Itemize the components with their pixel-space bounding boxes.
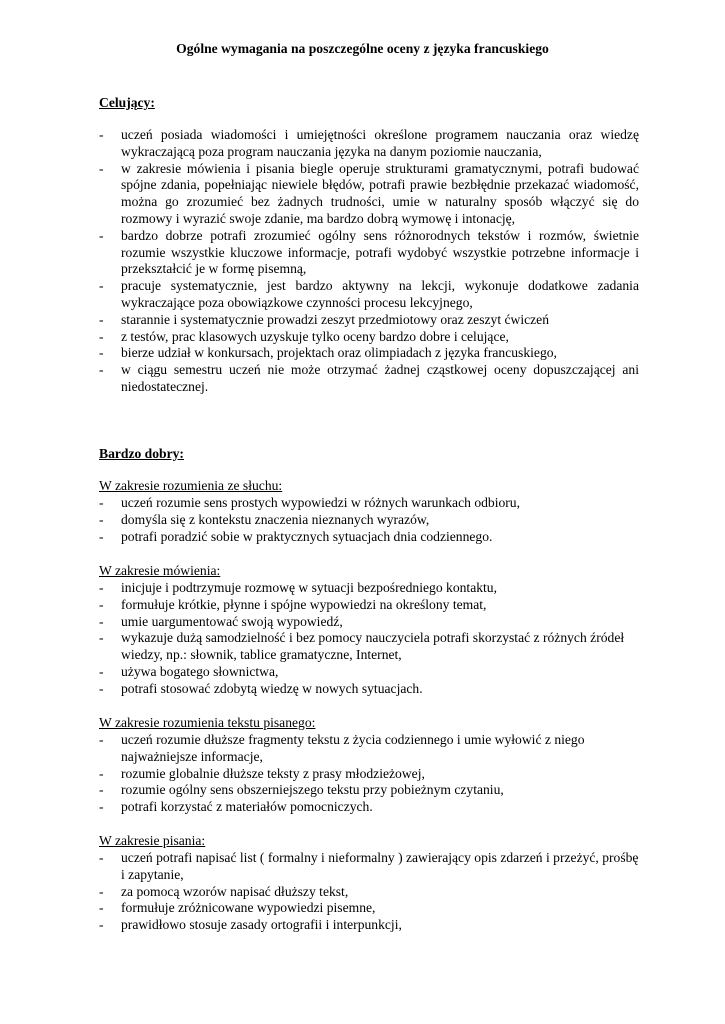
- list-item: [99, 732, 639, 766]
- list-item-text: rozumie ogólny sens obszerniejszego tekstu przy pobieżnym czytaniu,: [121, 782, 504, 798]
- bullet-dash: -: [99, 765, 104, 781]
- list-item-text: starannie i systematycznie prowadzi zeszyt przedmiotowy oraz zeszyt ćwiczeń: [121, 311, 550, 327]
- bullet-dash: -: [99, 311, 104, 327]
- bullet-dash: -: [99, 596, 104, 612]
- list-item-text: uczeń potrafi napisać list ( formalny i nieformalny ) zawierający opis zdarzeń i przeżyć, prośbę i zapytanie,: [121, 850, 639, 882]
- subsection-heading-sluchanie: W zakresie rozumienia ze słuchu:: [99, 478, 283, 493]
- bullet-dash: -: [99, 663, 104, 679]
- bullet-dash: -: [99, 495, 104, 510]
- list-item: [99, 329, 639, 346]
- bullet-dash: -: [99, 630, 104, 646]
- bullet-dash: -: [99, 799, 104, 815]
- bullet-dash: -: [99, 511, 104, 527]
- czytanie-list: [99, 732, 639, 816]
- list-item: [99, 161, 639, 228]
- list-item-text: bierze udział w konkursach, projektach oraz olimpiadach z języka francuskiego,: [121, 345, 557, 361]
- list-item: [99, 782, 639, 799]
- bullet-dash: -: [99, 732, 104, 747]
- list-item-text: inicjuje i podtrzymuje rozmowę w sytuacji bezpośredniego kontaktu,: [121, 580, 497, 595]
- bullet-dash: -: [99, 613, 104, 629]
- list-item-text: uczeń posiada wiadomości i umiejętności określone programem nauczania oraz wiedzę wykraczającą poza program nauczania języka na danym poziomie nauczania,: [121, 127, 639, 159]
- celujacy-list: [99, 127, 639, 396]
- list-item: [99, 884, 639, 901]
- list-item-text: za pomocą wzorów napisać dłuższy tekst,: [121, 883, 349, 899]
- bullet-dash: -: [99, 883, 104, 899]
- bullet-dash: -: [99, 782, 104, 798]
- bullet-dash: -: [99, 345, 104, 361]
- list-item-text: domyśla się z kontekstu znaczenia nieznanych wyrazów,: [121, 511, 430, 527]
- list-item: [99, 850, 639, 884]
- list-item: [99, 312, 639, 329]
- list-item: [99, 580, 639, 597]
- list-item-text: w zakresie mówienia i pisania biegle operuje strukturami gramatycznymi, potrafi budować spójne zdania, popełniając niewiele błędów, potrafi prawie bezbłędnie przekazać wiadomość, można go zrozumieć bez żadnych trudności, umie w naturalny sposób włączyć się do rozmowy i wyrazić swoje zdanie, ma bardzo dobrą wymowę i intonację,: [121, 160, 639, 226]
- list-item-text: uczeń rozumie sens prostych wypowiedzi w różnych warunkach odbioru,: [121, 495, 521, 510]
- document-title: Ogólne wymagania na poszczególne oceny z języka francuskiego: [176, 41, 549, 56]
- list-item-text: potrafi korzystać z materiałów pomocniczych.: [121, 799, 373, 815]
- sluchanie-list: [99, 495, 639, 545]
- bullet-dash: -: [99, 362, 104, 378]
- list-item-text: uczeń rozumie dłuższe fragmenty tekstu z życia codziennego i umie wyłowić z niego najważniejsze informacje,: [121, 732, 585, 764]
- list-item-text: rozumie globalnie dłuższe teksty z prasy młodzieżowej,: [121, 765, 425, 781]
- section-heading-celujacy: Celujący:: [99, 95, 155, 110]
- list-item: [99, 681, 639, 698]
- bullet-dash: -: [99, 160, 104, 176]
- bullet-dash: -: [99, 328, 104, 344]
- list-item: [99, 529, 639, 546]
- section-heading-bardzo-dobry: Bardzo dobry:: [99, 446, 184, 461]
- list-item: [99, 228, 639, 278]
- mowienie-list: [99, 580, 639, 698]
- list-item: [99, 512, 639, 529]
- list-item: [99, 345, 639, 362]
- list-item-text: formułuje zróżnicowane wypowiedzi pisemne,: [121, 900, 376, 916]
- list-item: [99, 900, 639, 917]
- bullet-dash: -: [99, 917, 104, 933]
- list-item: [99, 597, 639, 614]
- list-item: [99, 630, 639, 664]
- subsection-heading-czytanie: W zakresie rozumienia tekstu pisanego:: [99, 715, 316, 730]
- list-item: [99, 278, 639, 312]
- list-item: [99, 362, 639, 396]
- list-item-text: w ciągu semestru uczeń nie może otrzymać żadnej cząstkowej oceny dopuszczającej ani niedostatecznej.: [121, 362, 639, 394]
- list-item-text: potrafi stosować zdobytą wiedzę w nowych sytuacjach.: [121, 680, 423, 696]
- bullet-dash: -: [99, 528, 104, 544]
- list-item-text: formułuje krótkie, płynne i spójne wypowiedzi na określony temat,: [121, 596, 487, 612]
- bullet-dash: -: [99, 278, 104, 294]
- list-item: [99, 614, 639, 631]
- list-item-text: potrafi poradzić sobie w praktycznych sytuacjach dnia codziennego.: [121, 528, 493, 544]
- list-item-text: z testów, prac klasowych uzyskuje tylko oceny bardzo dobre i celujące,: [121, 328, 509, 344]
- pisanie-list: [99, 850, 639, 934]
- list-item-text: prawidłowo stosuje zasady ortografii i interpunkcji,: [121, 917, 402, 933]
- list-item-text: umie uargumentować swoją wypowiedź,: [121, 613, 343, 629]
- list-item-text: pracuje systematycznie, jest bardzo aktywny na lekcji, wykonuje dodatkowe zadania wykraczające poza obowiązkowe czynności procesu lekcyjnego,: [121, 278, 639, 310]
- list-item-text: używa bogatego słownictwa,: [121, 663, 279, 679]
- list-item: [99, 127, 639, 161]
- bullet-dash: -: [99, 227, 104, 243]
- bullet-dash: -: [99, 850, 104, 865]
- list-item: [99, 495, 639, 512]
- bullet-dash: -: [99, 580, 104, 595]
- bullet-dash: -: [99, 680, 104, 696]
- list-item-text: wykazuje dużą samodzielność i bez pomocy nauczyciela potrafi skorzystać z różnych źródeł wiedzy, np.: słownik, tablice gramatyczne, Internet,: [121, 630, 625, 663]
- bullet-dash: -: [99, 127, 104, 142]
- subsection-heading-mowienie: W zakresie mówienia:: [99, 563, 221, 578]
- list-item: [99, 917, 639, 934]
- subsection-heading-pisanie: W zakresie pisania:: [99, 833, 206, 848]
- list-item: [99, 766, 639, 783]
- list-item: [99, 664, 639, 681]
- list-item-text: bardzo dobrze potrafi zrozumieć ogólny sens różnorodnych tekstów i rozmów, świetnie rozumie wszystkie kluczowe informacje, potrafi wydobyć wszystkie potrzebne informacje i przekształcić je w formę pisemną,: [121, 227, 639, 277]
- bullet-dash: -: [99, 900, 104, 916]
- list-item: [99, 799, 639, 816]
